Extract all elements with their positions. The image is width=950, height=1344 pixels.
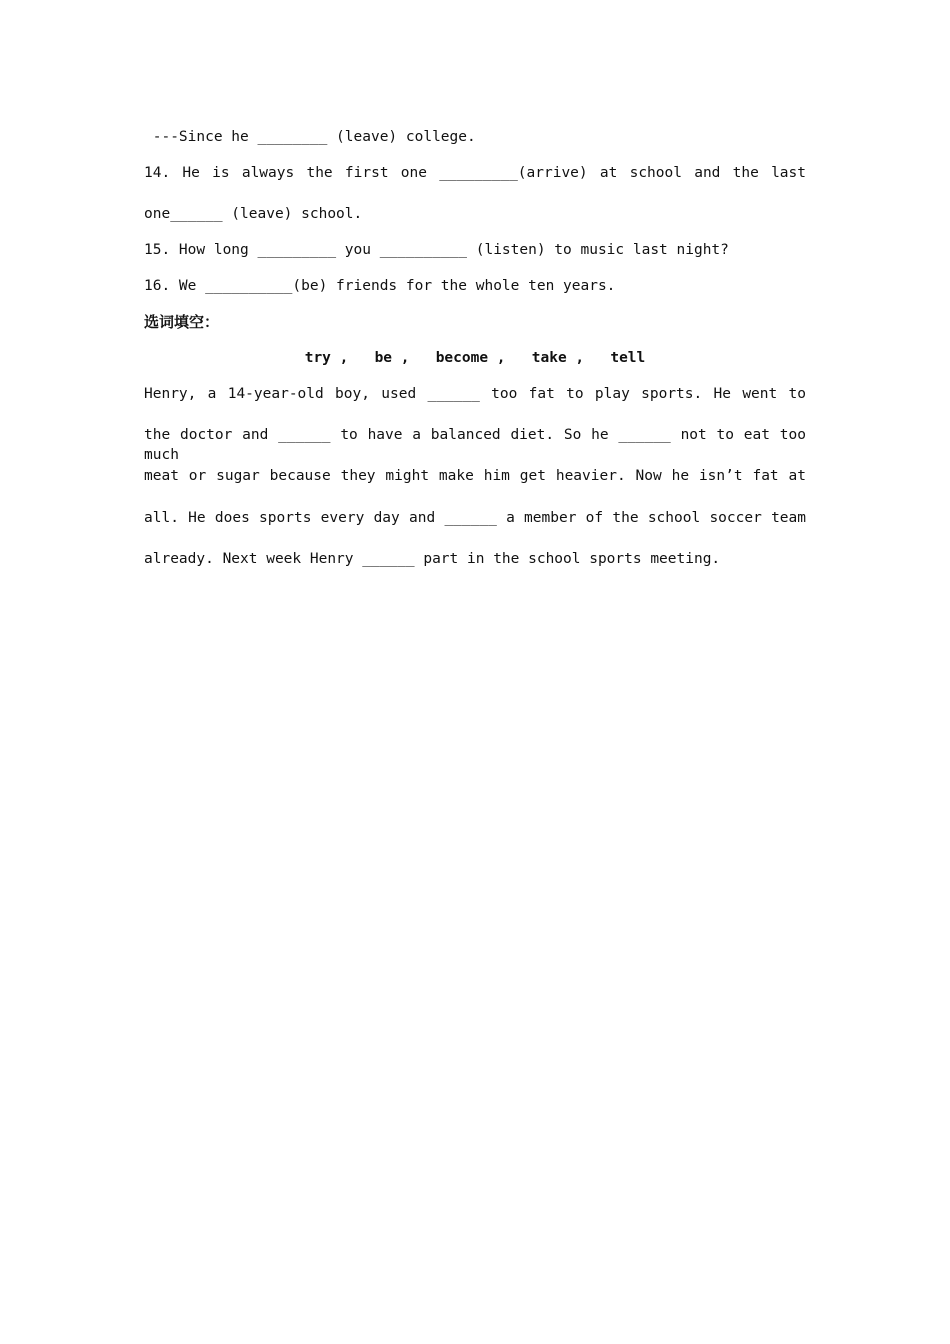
exercise-13-answer-line: ---Since he ________ (leave) college. <box>144 129 476 145</box>
exercise-14-line-2: one______ (leave) school. <box>144 206 363 222</box>
word-bank <box>144 348 806 368</box>
exercise-16: 16. We __________(be) friends for the whole ten years. <box>144 278 616 294</box>
section-heading: 选词填空： <box>144 313 220 331</box>
passage-line: already. Next week Henry ______ part in the school sports meeting. <box>144 551 721 567</box>
word-bank-item: be , <box>374 350 410 366</box>
word-bank-item: tell <box>610 350 646 366</box>
word-bank-item: become , <box>435 350 506 366</box>
passage-line: the doctor and ______ to have a balanced diet. So he ______ not to eat too much <box>144 427 806 463</box>
word-bank-item: try , <box>304 350 349 366</box>
passage-line: Henry, a 14-year-old boy, used ______ too fat to play sports. He went to <box>144 386 806 402</box>
exercise-15: 15. How long _________ you __________ (listen) to music last night? <box>144 242 729 258</box>
passage-line: meat or sugar because they might make him get heavier. Now he isn’t fat at <box>144 468 806 484</box>
passage-line: all. He does sports every day and ______ a member of the school soccer team <box>144 510 806 526</box>
exercise-14-line-1: 14. He is always the first one _________(arrive) at school and the last <box>144 165 806 181</box>
word-bank-item: take , <box>531 350 585 366</box>
